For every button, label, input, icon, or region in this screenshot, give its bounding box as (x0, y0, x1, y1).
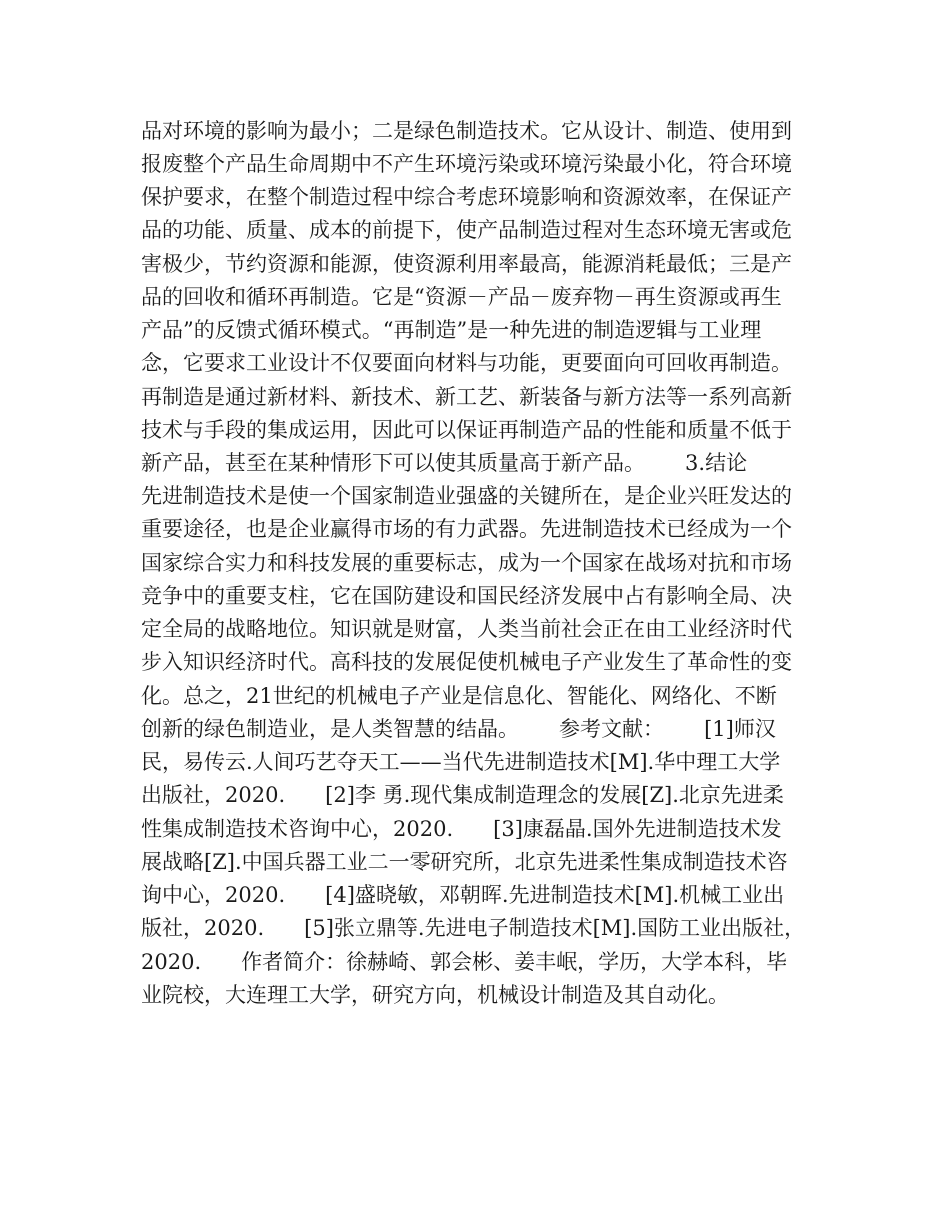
body-text-line: 创新的绿色制造业，是人类智慧的结晶。 参考文献： [1]师汉 (141, 717, 776, 741)
body-text-line: 新产品，甚至在某种情形下可以使其质量高于新产品。 3.结论 (141, 451, 748, 475)
body-text-line: 竞争中的重要支柱，它在国防建设和国民经济发展中占有影响全局、决 (141, 584, 792, 608)
body-text-line: 重要途径，也是企业赢得市场的有力武器。先进制造技术已经成为一个 (141, 517, 792, 541)
body-text-line: 产品”的反馈式循环模式。“再制造”是一种先进的制造逻辑与工业理 (141, 318, 762, 342)
body-text-line: 出版社，2020. [2]李 勇.现代集成制造理念的发展[Z].北京先进柔 (141, 783, 784, 807)
body-text-line: 技术与手段的集成运用，因此可以保证再制造产品的性能和质量不低于 (141, 418, 792, 442)
body-text-line: 害极少，节约资源和能源，使资源利用率最高，能源消耗最低；三是产 (141, 252, 792, 276)
body-text-line: 步入知识经济时代。高科技的发展促使机械电子产业发生了革命性的变 (141, 650, 792, 674)
body-text-line: 定全局的战略地位。知识就是财富，人类当前社会正在由工业经济时代 (141, 617, 792, 641)
body-text-line: 业院校，大连理工大学，研究方向，机械设计制造及其自动化。 (141, 983, 729, 1007)
body-text-line: 民，易传云.人间巧艺夺天工——当代先进制造技术[M].华中理工大学 (141, 750, 781, 774)
body-text-line: 版社，2020. [5]张立鼎等.先进电子制造技术[M].国防工业出版社， (141, 916, 806, 940)
body-text-line: 念，它要求工业设计不仅要面向材料与功能，更要面向可回收再制造。 (141, 351, 792, 375)
body-text-line: 品的功能、质量、成本的前提下，使产品制造过程对生态环境无害或危 (141, 218, 792, 242)
body-text-line: 报废整个产品生命周期中不产生环境污染或环境污染最小化，符合环境 (141, 152, 792, 176)
body-text-line: 化。总之，21世纪的机械电子产业是信息化、智能化、网络化、不断 (141, 684, 777, 708)
body-text-line: 先进制造技术是使一个国家制造业强盛的关键所在，是企业兴旺发达的 (141, 484, 792, 508)
body-text-line: 再制造是通过新材料、新技术、新工艺、新装备与新方法等一系列高新 (141, 385, 792, 409)
body-text-line: 品的回收和循环再制造。它是“资源－产品－废弃物－再生资源或再生 (141, 285, 782, 309)
body-text-line: 性集成制造技术咨询中心，2020. [3]康磊晶.国外先进制造技术发 (141, 817, 782, 841)
body-text-line: 询中心，2020. [4]盛晓敏，邓朝晖.先进制造技术[M].机械工业出 (141, 883, 785, 907)
body-text-line: 保护要求，在整个制造过程中综合考虑环境影响和资源效率，在保证产 (141, 185, 792, 209)
body-text-line: 品对环境的影响为最小；二是绿色制造技术。它从设计、制造、使用到 (141, 119, 792, 143)
body-text-line: 展战略[Z].中国兵器工业二一零研究所，北京先进柔性集成制造技术咨 (141, 850, 788, 874)
body-text-line: 2020. 作者简介：徐赫崎、郭会彬、姜丰岷，学历，大学本科，毕 (141, 950, 788, 974)
body-text-line: 国家综合实力和科技发展的重要标志，成为一个国家在战场对抗和市场 (141, 551, 792, 575)
